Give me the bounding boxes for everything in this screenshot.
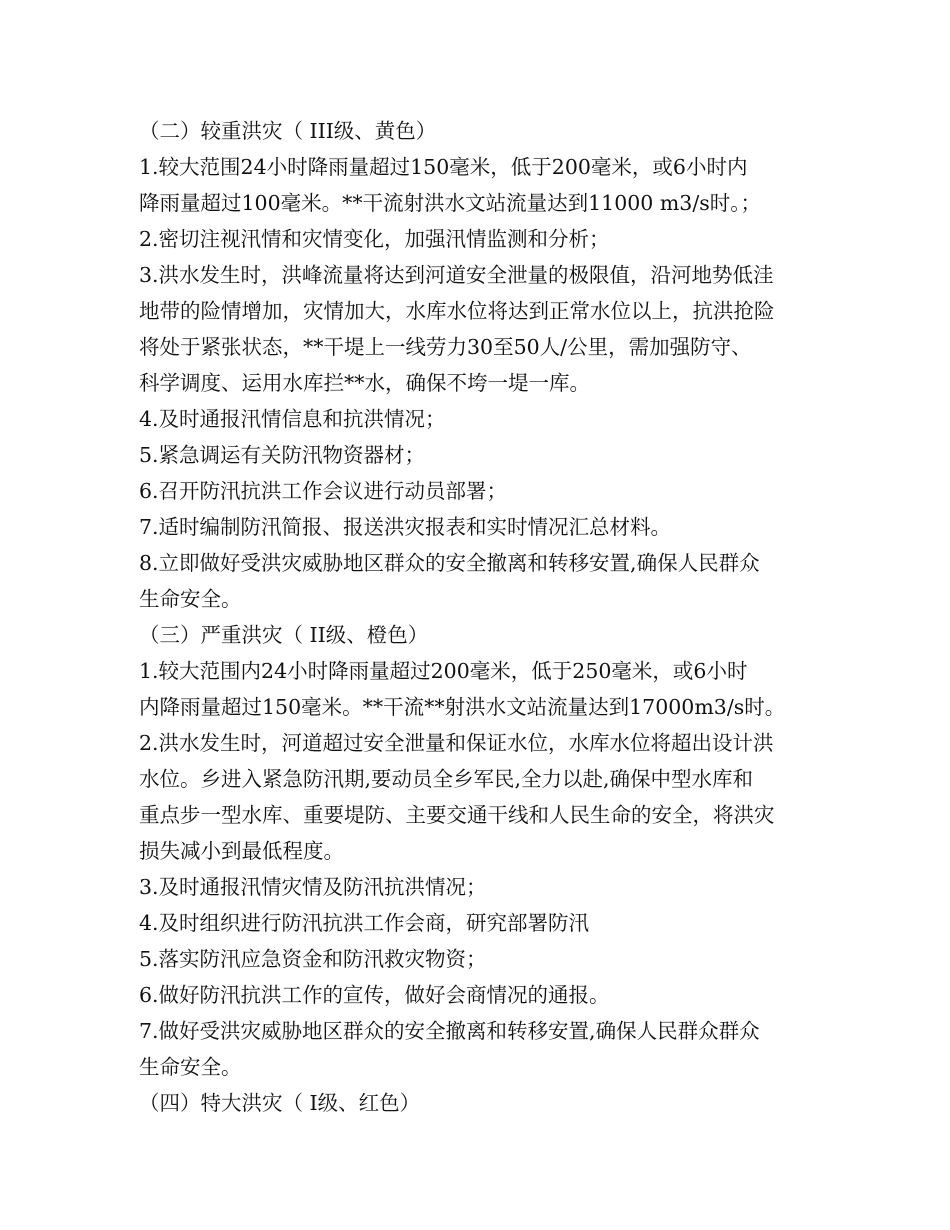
paragraph-line: 3.及时通报汛情灾情及防汛抗洪情况； (139, 875, 487, 899)
paragraph-line: 7.适时编制防汛简报、报送洪灾报表和实时情况汇总材料。 (139, 515, 672, 539)
paragraph-line: 4.及时通报汛情信息和抗洪情况； (139, 407, 446, 431)
paragraph-line: 重点步一型水库、重要堤防、主要交通干线和人民生命的安全，将洪灾 (139, 803, 775, 827)
paragraph-line: 将处于紧张状态，**干堤上一线劳力30至50人/公里，需加强防守、 (139, 335, 752, 359)
paragraph-line: 5.落实防汛应急资金和防汛救灾物资； (139, 947, 487, 971)
paragraph-line: 1.较大范围内24小时降雨量超过200毫米，低于250毫米，或6小时 (139, 659, 748, 683)
paragraph-line: 水位。乡进入紧急防汛期,要动员全乡军民,全力以赴,确保中型水库和 (139, 767, 754, 791)
paragraph-line: 生命安全。 (139, 587, 242, 611)
paragraph-line: 3.洪水发生时，洪峰流量将达到河道安全泄量的极限值，沿河地势低洼 (139, 263, 774, 287)
paragraph-line: 8.立即做好受洪灾威胁地区群众的安全撤离和转移安置,确保人民群众 (139, 551, 760, 575)
paragraph-line: 科学调度、运用水库拦**水，确保不垮一堤一库。 (139, 371, 590, 395)
paragraph-line: 4.及时组织进行防汛抗洪工作会商，研究部署防汛 (139, 911, 590, 935)
paragraph-line: 地带的险情增加，灾情加大，水库水位将达到正常水位以上，抗洪抢险 (139, 299, 775, 323)
document-body (139, 113, 819, 1121)
paragraph-line: 5.紧急调运有关防汛物资器材； (139, 443, 426, 467)
section-heading-2: （二）较重洪灾（ III级、黄色） (139, 119, 437, 143)
paragraph-line: 6.做好防汛抗洪工作的宣传，做好会商情况的通报。 (139, 983, 610, 1007)
section-heading-3: （三）严重洪灾（ II级、橙色） (139, 623, 429, 647)
paragraph-line: 6.召开防汛抗洪工作会议进行动员部署； (139, 479, 508, 503)
paragraph-line: 生命安全。 (139, 1055, 242, 1079)
paragraph-line: 内降雨量超过150毫米。**干流**射洪水文站流量达到17000m3/s时。 (139, 695, 786, 719)
paragraph-line: 1.较大范围24小时降雨量超过150毫米，低于200毫米，或6小时内 (139, 155, 748, 179)
paragraph-line: 损失减小到最低程度。 (139, 839, 344, 863)
paragraph-line: 7.做好受洪灾威胁地区群众的安全撤离和转移安置,确保人民群众群众 (139, 1019, 760, 1043)
paragraph-line: 降雨量超过100毫米。**干流射洪水文站流量达到11000 m3/s时。； (139, 191, 762, 215)
section-heading-4: （四）特大洪灾（ I级、红色） (139, 1091, 421, 1115)
paragraph-line: 2.密切注视汛情和灾情变化，加强汛情监测和分析； (139, 227, 610, 251)
paragraph-line: 2.洪水发生时，河道超过安全泄量和保证水位，水库水位将超出设计洪 (139, 731, 774, 755)
